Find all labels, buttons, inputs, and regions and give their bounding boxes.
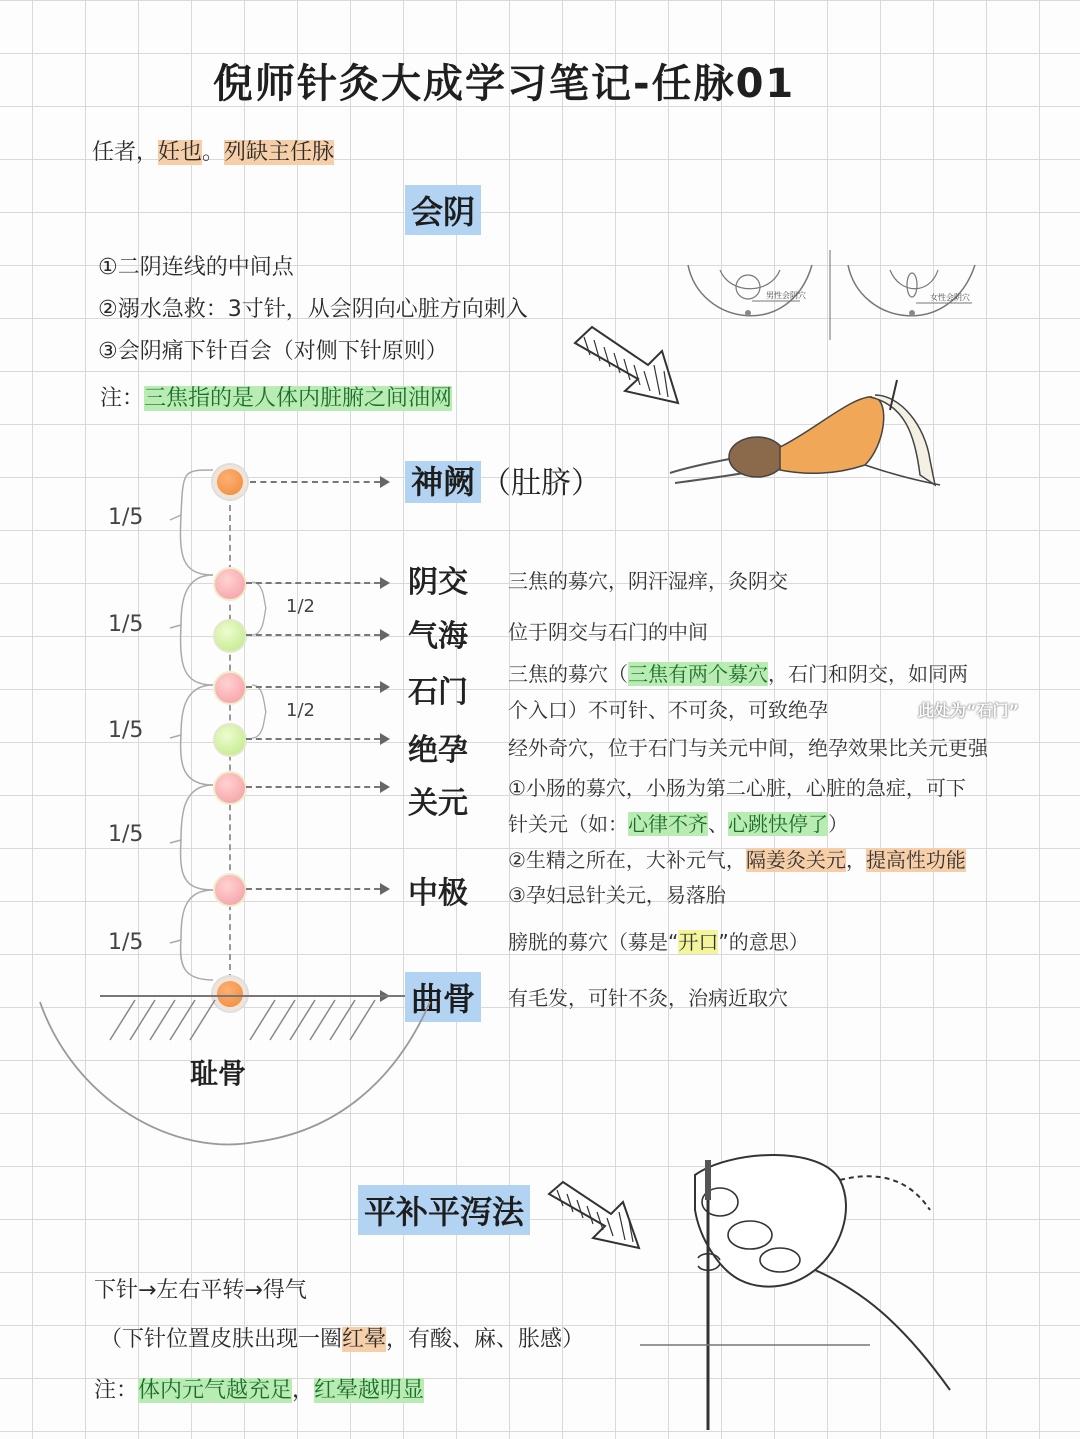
desc-guanyuan-l2c: 、 (708, 812, 728, 836)
fraction-3: 1/5 (108, 718, 144, 743)
fraction-1: 1/5 (108, 505, 144, 530)
intro-highlight-lieque: 列缺主任脉 (224, 140, 335, 165)
hand-needle-illustration (640, 1140, 960, 1430)
point-name-qugu: 曲骨 (405, 972, 481, 1022)
desc-guanyuan-line-3 (508, 844, 966, 873)
desc-zhongji-c: ”的意思） (718, 930, 809, 954)
huiyin-note (100, 381, 452, 412)
point-name-qihai: 气海 (408, 619, 468, 654)
huiyin-line-3: ③会阴痛下针百会（对侧下针原则） (98, 339, 448, 364)
method-heading: 平补平泻法 (358, 1185, 530, 1235)
point-dot-jueyun (213, 723, 247, 757)
intro-part-1: 任者， (92, 140, 159, 165)
pubic-bone-label: 耻骨 (190, 1057, 247, 1090)
arrow-shenque (250, 481, 380, 483)
method-line-2c: ，有酸、麻、胀感） (386, 1327, 585, 1352)
desc-shimen-line-2: 个入口）不可针、不可灸，可致绝孕 (508, 698, 828, 722)
arrow-zhongji (246, 888, 380, 890)
point-shenque-extra: （肚脐） (481, 466, 602, 501)
point-name-guanyuan: 关元 (408, 786, 468, 821)
intro-part-3: 。 (202, 140, 225, 165)
method-note (94, 1373, 424, 1404)
huiyin-line-2: ②溺水急救：3寸针，从会阴向心脏方向刺入 (98, 297, 528, 322)
point-dot-zhongji (213, 873, 247, 907)
desc-guanyuan-l3c: ， (845, 848, 866, 872)
huiyin-line-1: ①二阴连线的中间点 (98, 255, 294, 280)
desc-zhongji-a: 膀胱的募穴（募是“ (508, 930, 679, 954)
fraction-2: 1/5 (108, 612, 144, 637)
desc-guanyuan-arrhythmia: 心律不齐 (628, 812, 708, 836)
arrow-qihai (246, 634, 380, 636)
huiyin-note-prefix: 注： (100, 386, 145, 411)
arrowhead-yinjiao (380, 577, 390, 589)
arrowhead-jueyun (380, 733, 390, 745)
desc-yinjiao: 三焦的募穴，阴汗湿痒，灸阴交 (508, 569, 788, 593)
proportion-brackets (165, 465, 225, 985)
method-note-a: 体内元气越充足 (138, 1378, 293, 1403)
method-redness-highlight: 红晕 (342, 1327, 387, 1352)
desc-guanyuan-l2a: 针关元（如： (508, 812, 628, 836)
perineum-diagrams (680, 245, 980, 345)
watermark-shimen: 此处为“石门” (918, 701, 1020, 720)
desc-guanyuan-function: 提高性功能 (865, 848, 966, 872)
half-1: 1/2 (286, 596, 315, 617)
female-perineum-label: 女性会阴穴 (930, 293, 970, 302)
desc-guanyuan-l2e: ） (828, 812, 848, 836)
method-note-prefix: 注： (94, 1378, 139, 1403)
arrowhead-zhongji (380, 883, 390, 895)
point-dot-shenque (213, 465, 247, 499)
fraction-4: 1/5 (108, 822, 144, 847)
arrow-shimen (246, 686, 380, 688)
point-dot-guanyuan (213, 771, 247, 805)
desc-qugu: 有毛发，可针不灸，治病近取穴 (508, 986, 788, 1010)
method-note-b: ， (292, 1378, 315, 1403)
desc-guanyuan-line-4: ③孕妇忌针关元，易落胎 (508, 883, 726, 907)
desc-shimen-a: 三焦的募穴（ (508, 662, 628, 686)
desc-shimen-line-1 (508, 658, 968, 687)
big-arrow-bottom (545, 1180, 645, 1255)
desc-jueyun: 经外奇穴，位于石门与关元中间，绝孕效果比关元更强 (508, 736, 988, 760)
huiyin-note-text: 三焦指的是人体内脏腑之间油网 (144, 386, 453, 411)
arrow-guanyuan (246, 786, 380, 788)
point-name-jueyun: 绝孕 (408, 733, 468, 768)
point-name-shenque: 神阙 (405, 461, 481, 503)
method-note-c: 红晕越明显 (314, 1378, 425, 1403)
fraction-5: 1/5 (108, 930, 144, 955)
desc-shimen-highlight: 三焦有两个募穴 (628, 662, 768, 686)
arrowhead-shenque (380, 476, 390, 488)
desc-qihai: 位于阴交与石门的中间 (508, 620, 708, 644)
desc-zhongji-highlight: 开口 (678, 930, 719, 954)
desc-guanyuan-heartstop: 心跳快停了 (728, 812, 828, 836)
intro-highlight-ren: 妊也 (158, 140, 203, 165)
method-line-1: 下针→左右平转→得气 (94, 1278, 307, 1303)
arrow-jueyun (246, 738, 380, 740)
intro-line (92, 135, 334, 166)
arrowhead-guanyuan (380, 781, 390, 793)
point-name-shimen: 石门 (408, 675, 468, 710)
desc-shimen-c: ，石门和阴交，如同两 (768, 662, 968, 686)
point-dot-yinjiao (213, 567, 247, 601)
desc-guanyuan-ginger: 隔姜灸关元 (745, 848, 846, 872)
point-dot-shimen (213, 671, 247, 705)
page-title: 倪师针灸大成学习笔记-任脉01 (213, 61, 796, 107)
point-name-yinjiao: 阴交 (408, 565, 468, 600)
method-line-2 (100, 1322, 584, 1353)
desc-guanyuan-l3a: ②生精之所在，大补元气， (508, 848, 746, 872)
desc-zhongji (508, 926, 809, 955)
huiyin-heading: 会阴 (405, 185, 481, 235)
arrow-yinjiao (246, 582, 380, 584)
desc-guanyuan-line-1: ①小肠的募穴，小肠为第二心脏，心脏的急症，可下 (508, 776, 966, 800)
arrowhead-qihai (380, 629, 390, 641)
kneeling-figure-illustration (665, 375, 945, 500)
point-name-zhongji: 中极 (408, 876, 468, 911)
half-2: 1/2 (286, 700, 315, 721)
point-dot-qihai (213, 619, 247, 653)
desc-guanyuan-line-2 (508, 808, 848, 837)
male-perineum-label: 男性会阴穴 (766, 291, 806, 300)
point-shenque (405, 457, 601, 503)
method-line-2a: （下针位置皮肤出现一圈 (100, 1327, 343, 1352)
half-brackets (250, 580, 290, 740)
arrowhead-shimen (380, 681, 390, 693)
